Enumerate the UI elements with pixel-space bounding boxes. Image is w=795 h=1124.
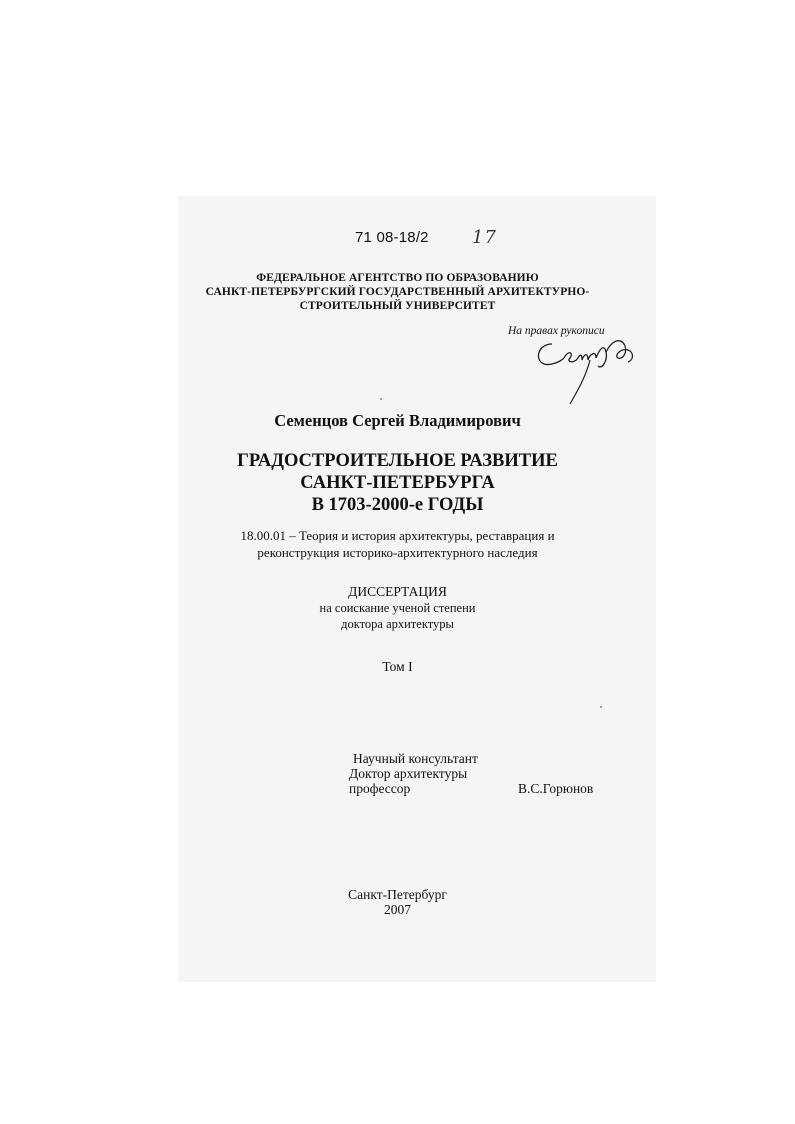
organization-line-1: ФЕДЕРАЛЬНОЕ АГЕНТСТВО ПО ОБРАЗОВАНИЮ	[256, 272, 539, 284]
consultant-name: В.С.Горюнов	[518, 781, 594, 796]
dissertation-title	[0, 450, 795, 516]
signature-icon	[530, 330, 650, 410]
organization-block	[0, 271, 795, 313]
consultant-title: профессор	[349, 781, 411, 796]
consultant-block	[349, 751, 478, 796]
year: 2007	[384, 902, 411, 917]
work-type-block	[0, 584, 795, 632]
consultant-degree: Доктор архитектуры	[349, 766, 468, 781]
organization-line-2: САНКТ-ПЕТЕРБУРГСКИЙ ГОСУДАРСТВЕННЫЙ АРХИТЕКТУРНО-	[205, 286, 590, 298]
specialty-block	[0, 527, 795, 561]
title-line-3: В 1703-2000-е ГОДЫ	[311, 495, 484, 515]
manuscript-rights: На правах рукописи	[508, 325, 605, 337]
work-type-line-3: доктора архитектуры	[341, 617, 454, 631]
volume-label: Том I	[382, 659, 413, 674]
handwritten-signature	[530, 330, 650, 415]
author-name: Семенцов Сергей Владимирович	[274, 411, 521, 430]
specialty-line-2: реконструкция историко-архитектурного наследия	[257, 545, 538, 560]
work-type-label: ДИССЕРТАЦИЯ	[348, 584, 447, 599]
scan-speck	[380, 398, 382, 400]
title-line-1: ГРАДОСТРОИТЕЛЬНОЕ РАЗВИТИЕ	[237, 451, 558, 471]
specialty-line-1: 18.00.01 – Теория и история архитектуры, реставрация и	[240, 528, 555, 543]
place: Санкт-Петербург	[348, 887, 447, 902]
place-year-block	[0, 887, 795, 917]
work-type-line-2: на соискание ученой степени	[319, 601, 476, 615]
handwritten-mark: 17	[472, 227, 497, 248]
organization-line-3: СТРОИТЕЛЬНЫЙ УНИВЕРСИТЕТ	[299, 300, 496, 312]
consultant-role: Научный консультант	[353, 751, 478, 766]
scan-speck	[600, 706, 602, 708]
catalog-number: 71 08-18/2	[355, 229, 429, 246]
title-line-2: САНКТ-ПЕТЕРБУРГА	[300, 473, 495, 493]
